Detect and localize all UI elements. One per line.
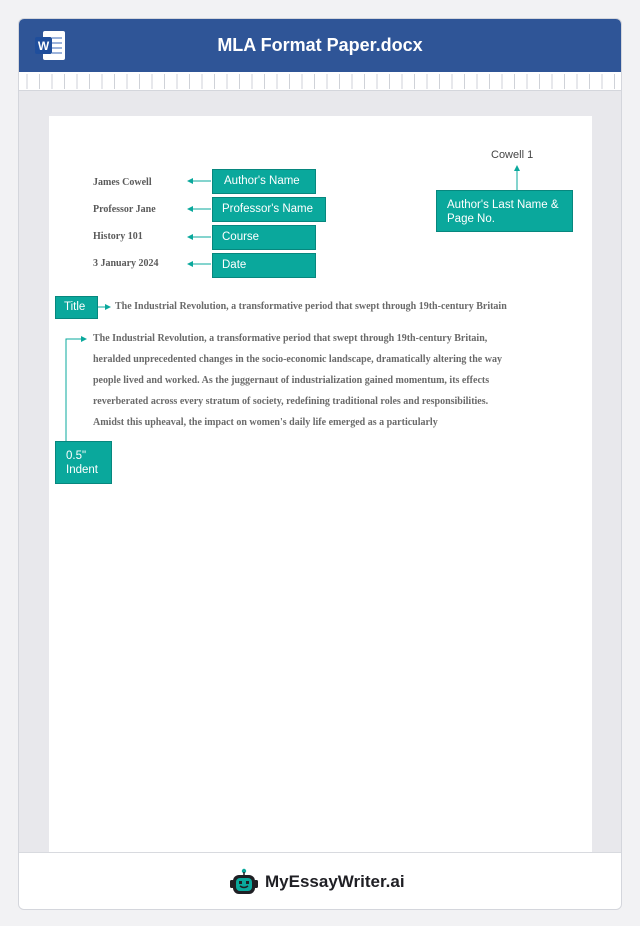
brand-name: MyEssayWriter.ai (265, 872, 405, 891)
label-last-name-line2: Page No. (447, 213, 495, 225)
label-last-name-line1: Author's Last Name & (447, 199, 559, 211)
label-indent (55, 441, 112, 484)
paper-title: The Industrial Revolution, a transformative period that swept through 19th-century Britain (115, 301, 507, 312)
body-line: reverberated across every stratum of society, redefining traditional roles and responsibilities. (93, 396, 489, 407)
paper-date: 3 January 2024 (93, 258, 159, 269)
arrow-indent (66, 339, 86, 441)
course-name: History 101 (93, 231, 143, 242)
window-title: MLA Format Paper.docx (217, 35, 423, 55)
label-course: Course (212, 225, 316, 250)
label-indent-line2: Indent (66, 464, 98, 476)
label-title: Title (55, 296, 98, 319)
label-authors-name: Author's Name (212, 169, 316, 194)
body-line: heralded unprecedented changes in the socio-economic landscape, dramatically altering the way (93, 354, 502, 365)
label-last-name-page (436, 190, 573, 232)
body-line: Amidst this upheaval, the impact on women's daily life emerged as a particularly (93, 417, 438, 428)
svg-text:W: W (37, 39, 50, 53)
running-head: Cowell 1 (491, 149, 534, 161)
author-name: James Cowell (93, 177, 152, 188)
body-line: The Industrial Revolution, a transformative period that swept through 19th-century Britain, (93, 333, 488, 344)
label-date: Date (212, 253, 316, 278)
label-professors-name: Professor's Name (212, 197, 326, 222)
label-indent-line1: 0.5" (66, 450, 87, 462)
body-line: people lived and worked. As the juggernaut of industrialization gained momentum, its effects (93, 375, 490, 386)
professor-name: Professor Jane (93, 204, 156, 215)
